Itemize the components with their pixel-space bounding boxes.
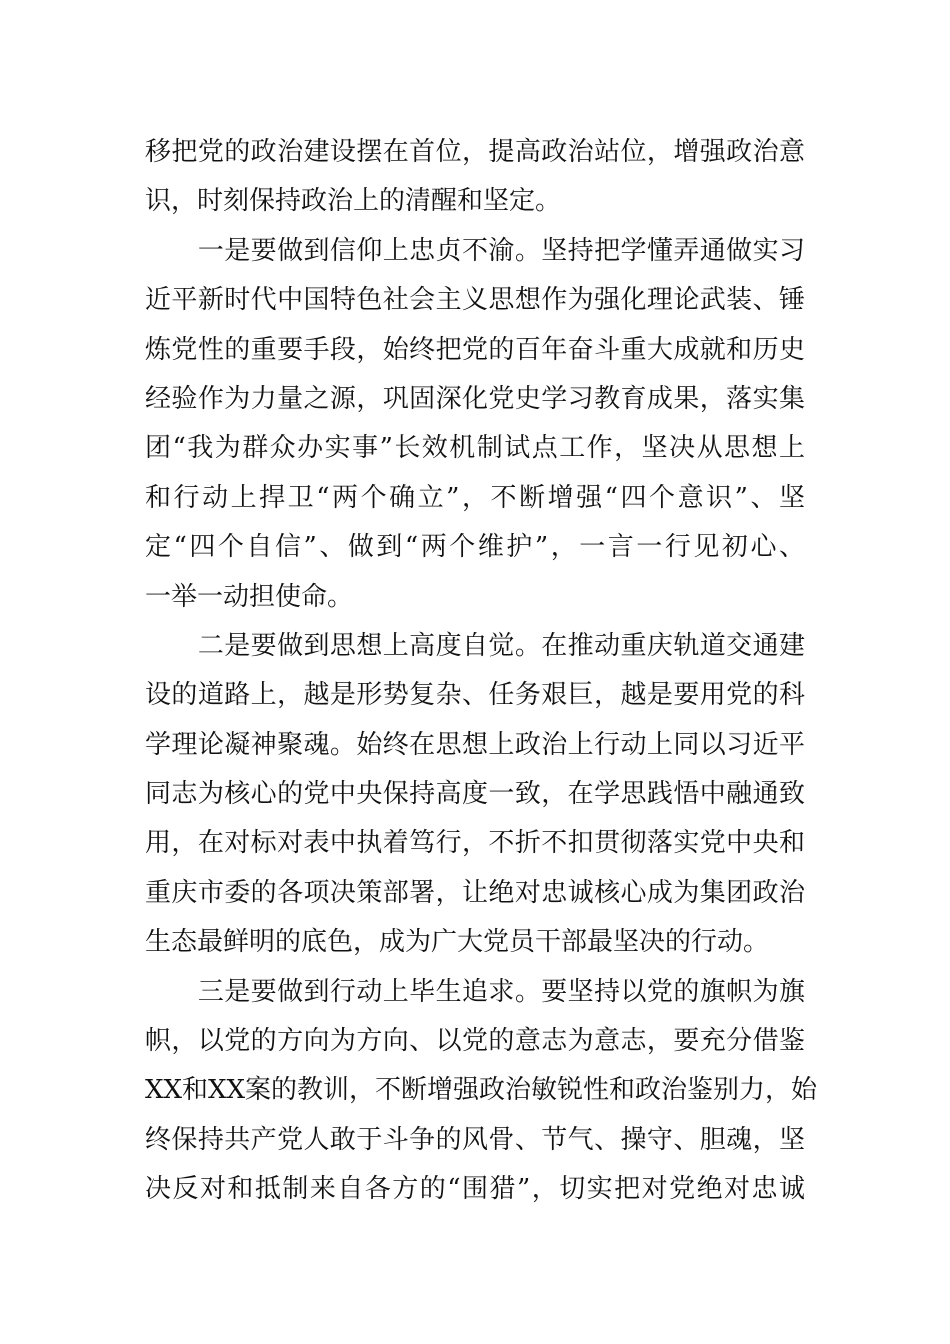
text-line: XX和XX案的教训，不断增强政治敏锐性和政治鉴别力，始 — [145, 1075, 818, 1106]
text-line: 定“四个自信”、做到“两个维护”，一言一行见初心、 — [145, 532, 805, 563]
text-line: 决反对和抵制来自各方的“围猎”，切实把对党绝对忠诚 — [145, 1174, 805, 1205]
paragraph-thought — [145, 622, 805, 968]
text-line: 学理论凝神聚魂。始终在思想上政治上行动上同以习近平 — [145, 729, 805, 760]
paragraph-faith — [145, 227, 805, 622]
text-line: 移把党的政治建设摆在首位，提高政治站位，增强政治意 — [145, 137, 805, 167]
text-line: 二是要做到思想上高度自觉。在推动重庆轨道交通建 — [145, 630, 805, 661]
paragraph-action — [145, 968, 818, 1215]
text-line: 重庆市委的各项决策部署，让绝对忠诚核心成为集团政治 — [145, 877, 805, 908]
text-line: 同志为核心的党中央保持高度一致，在学思践悟中融通致 — [145, 779, 805, 810]
text-line: 一是要做到信仰上忠贞不渝。坚持把学懂弄通做实习 — [145, 235, 805, 266]
text-line: 和行动上捍卫“两个确立”，不断增强“四个意识”、坚 — [145, 482, 805, 513]
text-line: 经验作为力量之源，巩固深化党史学习教育成果，落实集 — [145, 383, 805, 414]
paragraph-continuation — [145, 128, 805, 227]
text-line: 三是要做到行动上毕生追求。要坚持以党的旗帜为旗 — [145, 976, 805, 1007]
text-line: 识，时刻保持政治上的清醒和坚定。 — [145, 186, 562, 217]
text-line: 用，在对标对表中执着笃行，不折不扣贯彻落实党中央和 — [145, 828, 805, 859]
body-text — [145, 128, 818, 1215]
text-line: 炼党性的重要手段，始终把党的百年奋斗重大成就和历史 — [145, 334, 805, 365]
text-line: 近平新时代中国特色社会主义思想作为强化理论武装、锤 — [145, 285, 805, 316]
text-line: 设的道路上，越是形势复杂、任务艰巨，越是要用党的科 — [145, 680, 805, 711]
text-line: 团“我为群众办实事”长效机制试点工作，坚决从思想上 — [145, 433, 805, 464]
text-line: 终保持共产党人敢于斗争的风骨、节气、操守、胆魂，坚 — [145, 1124, 805, 1155]
text-line: 帜，以党的方向为方向、以党的意志为意志，要充分借鉴 — [145, 1026, 805, 1057]
text-line: 生态最鲜明的底色，成为广大党员干部最坚决的行动。 — [145, 927, 770, 958]
text-line: 一举一动担使命。 — [145, 581, 354, 612]
